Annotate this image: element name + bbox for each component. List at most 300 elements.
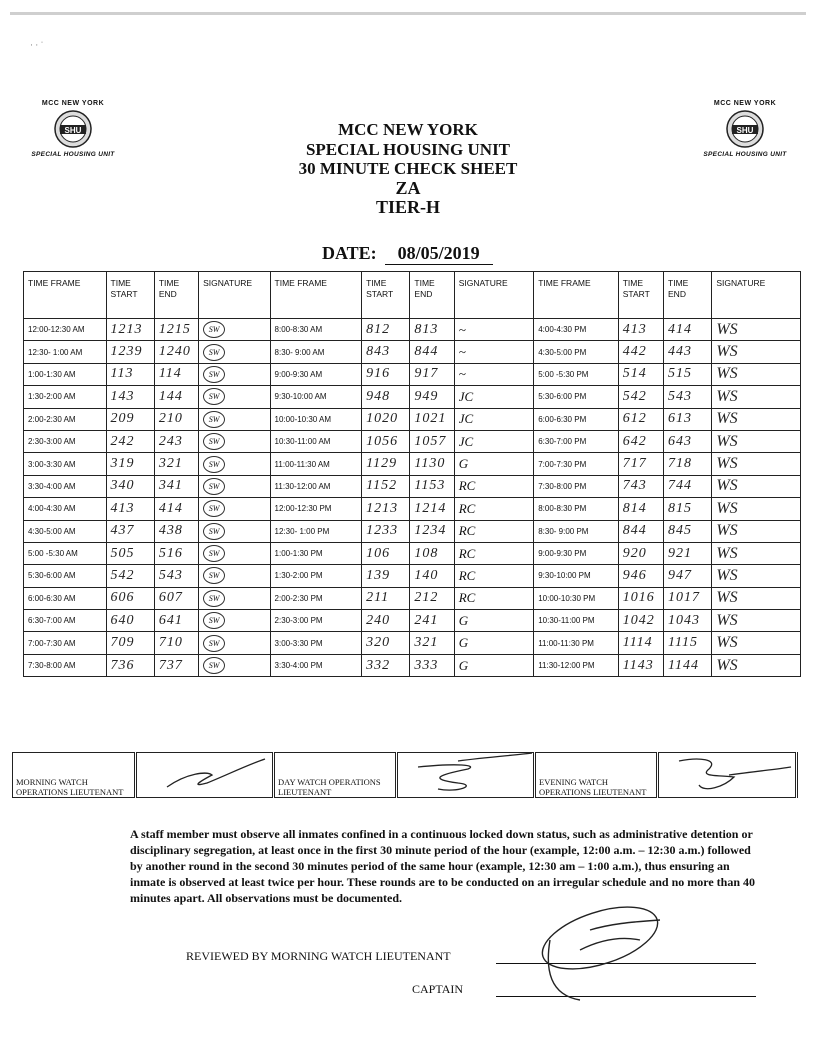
signature-cell (199, 520, 270, 542)
time-frame-label: 5:30-6:00 PM (538, 392, 587, 402)
signature-initials: SW (203, 545, 225, 562)
signature-initials: WS (716, 387, 738, 405)
signature-cell (199, 408, 270, 430)
time-start-value: 844 (622, 523, 647, 539)
time-frame-label: 8:30- 9:00 AM (274, 347, 325, 357)
signature-cell (199, 319, 270, 341)
signature-initials: WS (716, 566, 738, 584)
time-frame-cell (534, 319, 619, 341)
signature-initials: RC (458, 500, 476, 516)
time-frame-label: 12:00-12:30 PM (274, 504, 332, 514)
time-frame-label: 2:30-3:00 AM (28, 437, 76, 447)
time-end-cell (154, 408, 198, 430)
time-start-value: 106 (366, 545, 391, 561)
time-end-cell (154, 319, 198, 341)
time-frame-label: 1:30-2:00 AM (28, 392, 76, 402)
scan-specks: · · ˈ (30, 40, 44, 50)
time-frame-label: 9:30-10:00 PM (538, 571, 591, 581)
signature-initials: G (458, 612, 469, 628)
time-end-value: 321 (158, 456, 183, 472)
time-frame-cell (534, 408, 619, 430)
morning-lieutenant-signature (136, 753, 274, 798)
signature-cell (199, 565, 270, 587)
signature-initials: SW (203, 344, 225, 361)
time-frame-label: 11:00-11:30 AM (274, 459, 330, 469)
time-end-value: 1021 (414, 411, 447, 427)
time-frame-cell (534, 475, 619, 497)
time-end-value: 1144 (668, 657, 699, 673)
time-start-value: 1213 (366, 500, 399, 516)
time-start-cell (618, 475, 663, 497)
table-row (24, 319, 801, 341)
signature-cell (712, 498, 801, 520)
time-end-cell (410, 475, 454, 497)
table-row (24, 610, 801, 632)
time-end-value: 641 (158, 612, 183, 628)
time-frame-cell (24, 363, 107, 385)
signature-cell (712, 565, 801, 587)
time-end-cell (664, 498, 712, 520)
time-start-cell (106, 430, 154, 452)
time-frame-cell (270, 632, 362, 654)
time-start-cell (362, 430, 410, 452)
time-end-cell (154, 430, 198, 452)
time-end-value: 241 (414, 612, 439, 628)
signature-initials: WS (716, 499, 738, 517)
date-field (322, 243, 493, 265)
signature-initials: G (458, 456, 469, 472)
time-frame-cell (270, 542, 362, 564)
time-frame-label: 7:30-8:00 AM (28, 661, 76, 671)
logo-right (690, 100, 800, 158)
time-start-cell (106, 587, 154, 609)
time-start-value: 717 (622, 456, 647, 472)
captain-label: CAPTAIN (412, 982, 464, 996)
time-end-value: 1240 (158, 344, 191, 360)
signature-initials: SW (203, 388, 225, 405)
signature-scribble (659, 753, 795, 795)
time-start-value: 1016 (622, 590, 655, 606)
time-start-value: 920 (622, 545, 647, 561)
time-frame-cell (534, 386, 619, 408)
time-end-cell (410, 319, 454, 341)
signature-initials: SW (203, 433, 225, 450)
time-end-value: 321 (414, 635, 439, 651)
time-start-cell (362, 386, 410, 408)
time-start-cell (106, 565, 154, 587)
column-header: TIME FRAME (270, 272, 362, 319)
time-frame-label: 5:00 -5:30 AM (28, 549, 78, 559)
time-start-value: 743 (622, 478, 647, 494)
time-start-cell (106, 610, 154, 632)
time-frame-label: 10:00-10:30 AM (274, 414, 332, 424)
signature-cell (454, 386, 534, 408)
signature-cell (712, 610, 801, 632)
signature-initials: WS (716, 634, 738, 652)
time-end-value: 744 (668, 478, 693, 494)
signature-cell (712, 430, 801, 452)
time-end-value: 515 (668, 366, 693, 382)
time-start-value: 1143 (622, 657, 654, 673)
signature-initials: SW (203, 321, 225, 338)
time-start-cell (106, 408, 154, 430)
time-start-value: 505 (110, 545, 135, 561)
time-frame-cell (270, 498, 362, 520)
time-end-cell (664, 408, 712, 430)
signature-initials: ~ (458, 366, 466, 382)
signature-initials: SW (203, 456, 225, 473)
time-start-value: 320 (366, 635, 391, 651)
time-end-cell (154, 341, 198, 363)
table-row (24, 565, 801, 587)
signature-initials: G (458, 635, 469, 651)
time-frame-label: 8:00-8:30 AM (274, 325, 323, 335)
time-frame-label: 4:00-4:30 AM (28, 504, 76, 514)
time-start-cell (618, 498, 663, 520)
time-frame-label: 7:30-8:00 PM (538, 481, 587, 491)
svg-text:SHU: SHU (64, 126, 82, 135)
time-end-cell (410, 542, 454, 564)
time-end-value: 844 (414, 344, 439, 360)
time-start-cell (362, 453, 410, 475)
time-start-cell (106, 498, 154, 520)
signature-cell (454, 587, 534, 609)
time-frame-label: 10:30-11:00 PM (538, 616, 595, 626)
time-end-value: 1057 (414, 433, 447, 449)
signature-cell (712, 363, 801, 385)
time-start-value: 1239 (110, 344, 143, 360)
time-end-value: 543 (158, 567, 183, 583)
time-frame-cell (270, 341, 362, 363)
time-end-cell (410, 520, 454, 542)
title-line: TIER-H (375, 197, 440, 217)
time-end-value: 1215 (158, 321, 191, 337)
time-frame-cell (270, 587, 362, 609)
time-frame-label: 6:00-6:30 AM (28, 593, 76, 603)
table-row (24, 386, 801, 408)
time-start-cell (106, 475, 154, 497)
signature-scribble (398, 753, 534, 795)
time-start-value: 843 (366, 344, 391, 360)
time-end-value: 1153 (414, 478, 446, 494)
signature-cell (199, 632, 270, 654)
signature-initials: SW (203, 657, 225, 674)
signature-initials: SW (203, 500, 225, 517)
time-frame-cell (270, 363, 362, 385)
signature-cell (454, 430, 534, 452)
time-end-cell (664, 319, 712, 341)
time-end-cell (410, 341, 454, 363)
signature-initials: WS (716, 656, 738, 674)
signature-initials: ~ (458, 321, 466, 337)
signature-cell (199, 386, 270, 408)
time-start-cell (106, 319, 154, 341)
signature-cell (712, 386, 801, 408)
instructions-paragraph: A staff member must observe all inmates confined in a continuous locked down status, such as administrative detention or disciplinary segregation, at least once in the first 30 minute period of the hour (example, 12:00 a.m. – 12:30 a.m.) followed by another round in the second 30 minutes period of the same hour (example, 12:30 am – 1:00 a.m.), thus ensuring an inmate is observed at least twice per hour. These rounds are to be conducted on an irregular schedule and no more than 40 minutes apart. All observations must be documented. (130, 827, 756, 905)
column-header: TIME END (664, 272, 712, 319)
time-end-value: 114 (158, 366, 182, 382)
time-frame-label: 8:00-8:30 PM (538, 504, 587, 514)
signature-initials: WS (716, 365, 738, 383)
signature-cell (454, 475, 534, 497)
time-frame-label: 9:00-9:30 PM (538, 549, 587, 559)
time-frame-label: 1:30-2:00 PM (274, 571, 323, 581)
time-frame-label: 1:00-1:30 PM (274, 549, 323, 559)
time-start-cell (618, 587, 663, 609)
signature-cell (199, 654, 270, 676)
logo-left (18, 100, 128, 158)
table-row (24, 520, 801, 542)
time-end-cell (154, 363, 198, 385)
time-frame-cell (534, 654, 619, 676)
time-frame-cell (24, 542, 107, 564)
time-start-cell (106, 654, 154, 676)
time-start-value: 1056 (366, 433, 399, 449)
signature-initials: WS (716, 320, 738, 338)
time-start-value: 139 (366, 567, 391, 583)
time-frame-cell (24, 319, 107, 341)
time-end-value: 414 (158, 500, 183, 516)
time-frame-label: 5:30-6:00 AM (28, 571, 76, 581)
time-start-cell (362, 587, 410, 609)
signature-cell (712, 408, 801, 430)
time-end-cell (154, 453, 198, 475)
logo-brand-text: MCC NEW YORK (41, 100, 105, 107)
signature-cell (712, 453, 801, 475)
time-start-cell (618, 632, 663, 654)
time-frame-cell (270, 319, 362, 341)
title-line: MCC NEW YORK (338, 120, 478, 139)
signature-initials: RC (458, 590, 476, 606)
time-start-value: 542 (110, 567, 135, 583)
time-end-cell (154, 587, 198, 609)
time-frame-cell (24, 520, 107, 542)
time-frame-label: 7:00-7:30 PM (538, 459, 587, 469)
time-frame-label: 8:30- 9:00 PM (538, 526, 589, 536)
table-row (24, 475, 801, 497)
time-frame-label: 3:00-3:30 AM (28, 459, 76, 469)
time-start-cell (618, 565, 663, 587)
time-frame-label: 12:00-12:30 AM (28, 325, 85, 335)
table-row (24, 632, 801, 654)
time-start-value: 640 (110, 612, 135, 628)
time-frame-cell (24, 610, 107, 632)
time-end-value: 815 (668, 500, 693, 516)
time-start-cell (106, 542, 154, 564)
time-start-value: 916 (366, 366, 391, 382)
signature-cell (454, 520, 534, 542)
logo-brand-text: MCC NEW YORK (713, 100, 777, 107)
signature-cell (454, 363, 534, 385)
time-frame-cell (270, 520, 362, 542)
signature-cell (454, 542, 534, 564)
time-end-value: 947 (668, 567, 693, 583)
time-frame-label: 3:30-4:00 PM (274, 661, 323, 671)
evening-lieutenant-label: EVENING WATCH OPERATIONS LIEUTENANT (535, 753, 658, 798)
time-start-cell (362, 498, 410, 520)
time-end-cell (664, 587, 712, 609)
time-start-value: 946 (622, 567, 647, 583)
scan-edge-line (10, 12, 806, 15)
signature-initials: WS (716, 589, 738, 607)
time-frame-cell (534, 363, 619, 385)
time-end-cell (664, 610, 712, 632)
time-start-value: 642 (622, 433, 647, 449)
time-frame-label: 10:30-11:00 AM (274, 437, 331, 447)
time-frame-cell (24, 654, 107, 676)
day-lieutenant-signature (397, 753, 535, 798)
signature-cell (199, 475, 270, 497)
time-frame-cell (270, 386, 362, 408)
time-start-value: 1233 (366, 523, 399, 539)
table-row (24, 498, 801, 520)
time-start-cell (362, 565, 410, 587)
time-frame-label: 4:30-5:00 PM (538, 347, 587, 357)
table-row (24, 341, 801, 363)
time-end-value: 212 (414, 590, 439, 606)
signature-cell (199, 453, 270, 475)
captain-signature (520, 900, 680, 1010)
time-start-cell (362, 542, 410, 564)
signature-cell (712, 542, 801, 564)
time-frame-label: 2:00-2:30 AM (28, 414, 76, 424)
time-end-value: 718 (668, 456, 693, 472)
time-end-cell (410, 565, 454, 587)
time-start-cell (618, 319, 663, 341)
time-end-cell (410, 408, 454, 430)
signature-cell (454, 610, 534, 632)
signature-cell (454, 498, 534, 520)
time-start-cell (618, 408, 663, 430)
time-frame-cell (24, 498, 107, 520)
time-end-value: 921 (668, 545, 693, 561)
signature-initials: SW (203, 612, 225, 629)
time-start-value: 542 (622, 388, 647, 404)
reviewed-by-label: REVIEWED BY MORNING WATCH LIEUTENANT (186, 949, 451, 963)
time-frame-cell (24, 587, 107, 609)
time-end-cell (154, 565, 198, 587)
time-start-cell (106, 453, 154, 475)
time-end-cell (154, 498, 198, 520)
time-frame-label: 3:30-4:00 AM (28, 481, 76, 491)
time-start-cell (362, 610, 410, 632)
time-frame-label: 6:00-6:30 PM (538, 414, 587, 424)
time-end-value: 443 (668, 344, 693, 360)
time-start-cell (362, 363, 410, 385)
signature-initials: SW (203, 411, 225, 428)
time-frame-label: 6:30-7:00 AM (28, 616, 76, 626)
time-start-cell (618, 453, 663, 475)
evening-lieutenant-signature (658, 753, 797, 798)
time-end-value: 516 (158, 545, 183, 561)
time-start-value: 240 (366, 612, 391, 628)
signature-cell (454, 632, 534, 654)
signature-initials: SW (203, 523, 225, 540)
shield-logo-icon (52, 109, 94, 149)
signature-initials: RC (458, 567, 476, 583)
time-frame-label: 1:00-1:30 AM (28, 369, 76, 379)
time-start-value: 1152 (366, 478, 398, 494)
time-frame-cell (534, 587, 619, 609)
time-end-value: 1214 (414, 500, 447, 516)
signature-initials: JC (458, 411, 474, 427)
signature-initials: SW (203, 590, 225, 607)
time-frame-label: 7:00-7:30 AM (28, 638, 76, 648)
signature-initials: G (458, 657, 469, 673)
signature-initials: SW (203, 366, 225, 383)
signature-initials: WS (716, 611, 738, 629)
time-frame-cell (534, 453, 619, 475)
time-end-cell (410, 610, 454, 632)
signature-cell (712, 319, 801, 341)
time-frame-cell (534, 430, 619, 452)
time-start-cell (618, 363, 663, 385)
time-start-value: 1020 (366, 411, 399, 427)
time-frame-label: 4:00-4:30 PM (538, 325, 587, 335)
time-start-cell (618, 542, 663, 564)
signature-cell (712, 654, 801, 676)
time-end-cell (664, 430, 712, 452)
svg-text:SHU: SHU (736, 126, 754, 135)
time-frame-cell (24, 430, 107, 452)
time-frame-label: 5:00 -5:30 PM (538, 369, 589, 379)
time-start-value: 612 (622, 411, 647, 427)
signature-cell (712, 520, 801, 542)
time-frame-cell (534, 341, 619, 363)
time-end-value: 1043 (668, 612, 701, 628)
day-lieutenant-label: DAY WATCH OPERATIONS LIEUTENANT (274, 753, 397, 798)
signature-initials: WS (716, 432, 738, 450)
signature-cell (454, 654, 534, 676)
time-frame-label: 3:00-3:30 PM (274, 638, 323, 648)
time-start-value: 1114 (622, 635, 653, 651)
signature-initials: SW (203, 567, 225, 584)
time-end-value: 140 (414, 567, 439, 583)
signature-initials: WS (716, 343, 738, 361)
time-frame-label: 12:30- 1:00 AM (28, 347, 83, 357)
date-label: DATE: (322, 243, 377, 263)
column-header: SIGNATURE (199, 272, 270, 319)
time-end-cell (154, 632, 198, 654)
time-end-cell (154, 520, 198, 542)
time-start-cell (618, 430, 663, 452)
column-header: TIME START (106, 272, 154, 319)
time-start-value: 814 (622, 500, 647, 516)
title-line: ZA (395, 177, 421, 198)
time-end-value: 607 (158, 590, 183, 606)
signature-cell (712, 341, 801, 363)
time-frame-label: 4:30-5:00 AM (28, 526, 76, 536)
table-row (24, 430, 801, 452)
time-end-value: 1017 (668, 590, 701, 606)
table-row (24, 363, 801, 385)
title-line: 30 MINUTE CHECK SHEET (298, 159, 518, 178)
time-end-value: 737 (158, 657, 183, 673)
time-start-cell (106, 386, 154, 408)
time-frame-cell (270, 565, 362, 587)
time-end-cell (664, 363, 712, 385)
time-end-cell (154, 542, 198, 564)
table-row (24, 587, 801, 609)
time-end-value: 333 (414, 657, 439, 673)
time-start-cell (362, 632, 410, 654)
time-start-value: 211 (366, 590, 390, 606)
column-header: TIME END (410, 272, 454, 319)
time-frame-label: 11:00-11:30 PM (538, 638, 594, 648)
time-end-value: 845 (668, 523, 693, 539)
time-start-cell (362, 341, 410, 363)
time-frame-label: 10:00-10:30 PM (538, 593, 596, 603)
